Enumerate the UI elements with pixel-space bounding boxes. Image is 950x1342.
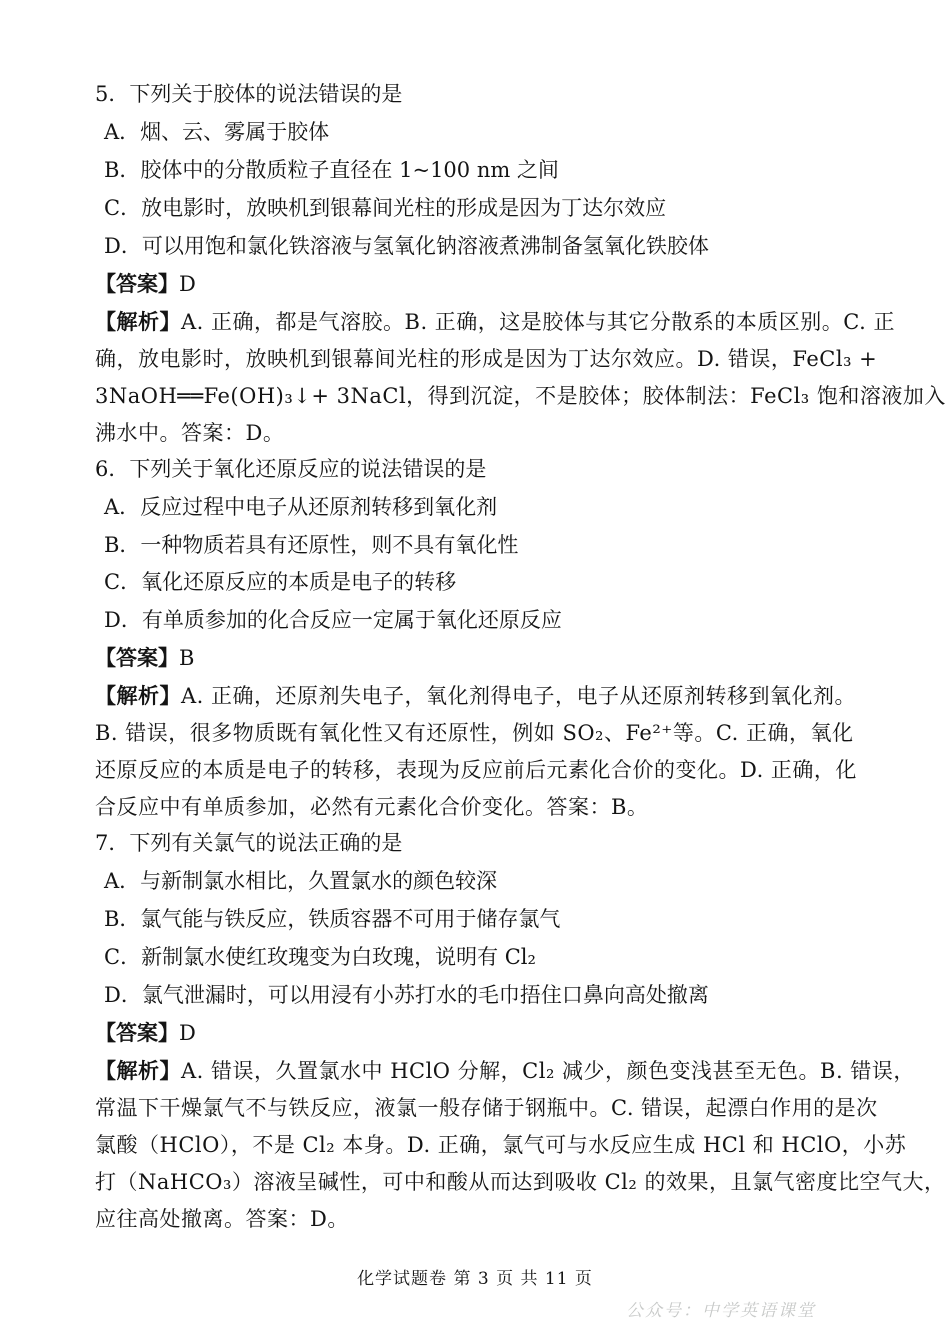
answer-label: 【答案】 — [95, 272, 179, 296]
page-footer: 化学试题卷 第 3 页 共 11 页 — [357, 1269, 593, 1289]
question-7-option-a: A．与新制氯水相比，久置氯水的颜色较深 — [104, 869, 498, 893]
analysis-line: 打（NaHCO₃）溶液呈碱性，可中和酸从而达到吸收 Cl₂ 的效果，且氯气密度比空气大， — [95, 1170, 946, 1194]
question-5-analysis — [95, 307, 895, 337]
analysis-line: 确，放电影时，放映机到银幕间光柱的形成是因为丁达尔效应。D. 错误，FeCl₃ + — [95, 347, 878, 371]
question-5-answer — [95, 269, 196, 299]
analysis-line: 合反应中有单质参加，必然有元素化合价变化。答案：B。 — [95, 795, 649, 819]
question-7-option-c: C．新制氯水使红玫瑰变为白玫瑰，说明有 Cl₂ — [104, 945, 536, 969]
question-6-stem: 6．下列关于氧化还原反应的说法错误的是 — [95, 457, 487, 481]
analysis-line: 还原反应的本质是电子的转移，表现为反应前后元素化合价的变化。D. 正确，化 — [95, 758, 857, 782]
answer-label: 【答案】 — [95, 646, 179, 670]
question-6-option-c: C．氧化还原反应的本质是电子的转移 — [104, 570, 457, 594]
analysis-line: 常温下干燥氯气不与铁反应，液氯一般存储于钢瓶中。C. 错误，起漂白作用的是次 — [95, 1096, 878, 1120]
analysis-line: 3NaOH══Fe(OH)₃↓+ 3NaCl，得到沉淀，不是胶体；胶体制法：FeCl₃ 饱和溶液加入 — [95, 384, 946, 408]
analysis-line: 氯酸（HClO），不是 Cl₂ 本身。D. 正确，氯气可与水反应生成 HCl 和 HClO，小苏 — [95, 1133, 907, 1157]
answer-value: B — [179, 646, 195, 670]
analysis-line: A. 正确，都是气溶胶。B. 正确，这是胶体与其它分散系的本质区别。C. 正 — [181, 310, 895, 334]
question-6-option-d: D．有单质参加的化合反应一定属于氧化还原反应 — [104, 608, 562, 632]
question-5-option-c: C．放电影时，放映机到银幕间光柱的形成是因为丁达尔效应 — [104, 196, 667, 220]
question-7-analysis — [95, 1056, 915, 1086]
analysis-label: 【解析】 — [95, 684, 181, 708]
question-6-answer — [95, 643, 194, 673]
answer-label: 【答案】 — [95, 1021, 179, 1045]
analysis-label: 【解析】 — [95, 310, 181, 334]
analysis-line: A. 正确，还原剂失电子，氧化剂得电子，电子从还原剂转移到氧化剂。 — [181, 684, 857, 708]
question-7-answer — [95, 1018, 196, 1048]
analysis-line: 应往高处撤离。答案：D。 — [95, 1207, 349, 1231]
answer-value: D — [179, 272, 196, 296]
analysis-line: 沸水中。答案：D。 — [95, 421, 285, 445]
answer-value: D — [179, 1021, 196, 1045]
question-6-option-a: A．反应过程中电子从还原剂转移到氧化剂 — [104, 495, 498, 519]
analysis-line: A. 错误，久置氯水中 HClO 分解，Cl₂ 减少，颜色变浅甚至无色。B. 错误， — [181, 1059, 915, 1083]
question-6-option-b: B．一种物质若具有还原性，则不具有氧化性 — [104, 533, 519, 557]
question-5-option-d: D．可以用饱和氯化铁溶液与氢氧化钠溶液煮沸制备氢氧化铁胶体 — [104, 234, 709, 258]
question-5-option-a: A．烟、云、雾属于胶体 — [104, 120, 330, 144]
question-7-option-b: B．氯气能与铁反应，铁质容器不可用于储存氯气 — [104, 907, 561, 931]
analysis-line: B. 错误，很多物质既有氧化性又有还原性，例如 SO₂、Fe²⁺等。C. 正确，氧化 — [95, 721, 854, 745]
question-7-stem: 7．下列有关氯气的说法正确的是 — [95, 831, 403, 855]
question-5-option-b: B．胶体中的分散质粒子直径在 1~100 nm 之间 — [104, 158, 559, 182]
watermark: 公众号：中学英语课堂 — [626, 1301, 816, 1321]
question-6-analysis — [95, 681, 856, 711]
analysis-label: 【解析】 — [95, 1059, 181, 1083]
question-7-option-d: D．氯气泄漏时，可以用浸有小苏打水的毛巾捂住口鼻向高处撤离 — [104, 983, 709, 1007]
question-5-stem: 5．下列关于胶体的说法错误的是 — [95, 82, 403, 106]
